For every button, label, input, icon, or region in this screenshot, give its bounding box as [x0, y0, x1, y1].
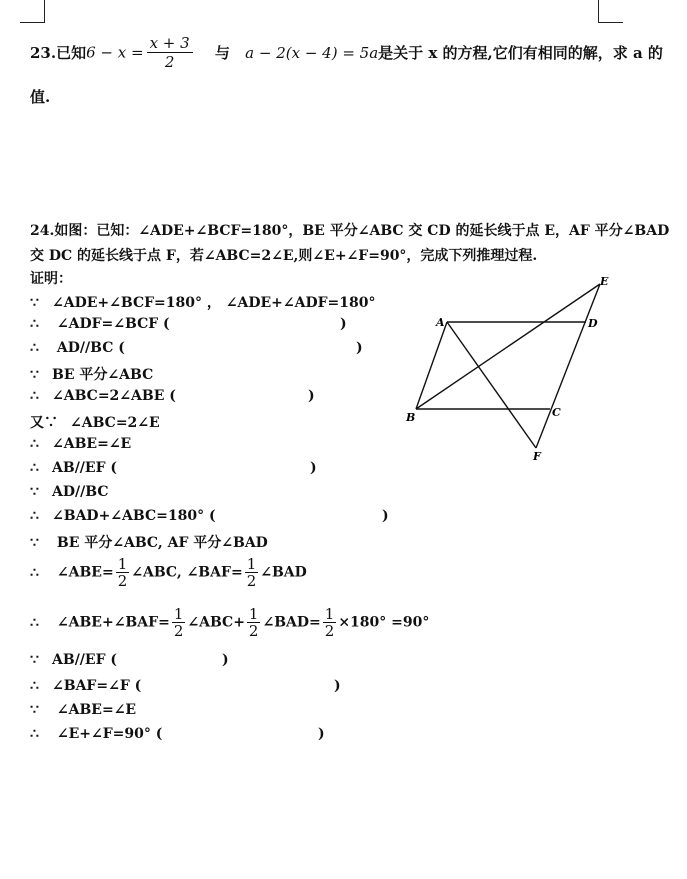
- corner-mark-left-v: [44, 0, 45, 22]
- proof-line: ∵ ∠ADE+∠BCF=180° ， ∠ADE+∠ADF=180°: [30, 295, 376, 311]
- label-d: D: [588, 317, 598, 330]
- proof-rparen: ): [222, 652, 229, 668]
- proof-line: ∴ ∠ADF=∠BCF (: [30, 316, 170, 332]
- proof-rparen: ): [356, 340, 363, 356]
- proof-line: ∴ ∠BAD+∠ABC=180° (: [30, 508, 216, 524]
- proof-rparen: ): [308, 388, 315, 404]
- q23-line2: 值.: [30, 88, 51, 106]
- segment-be: [416, 284, 600, 409]
- label-a: A: [436, 316, 445, 329]
- label-f: F: [533, 450, 541, 463]
- corner-mark-right-h: [598, 22, 623, 23]
- corner-mark-left-h: [20, 22, 45, 23]
- question-23: [30, 34, 663, 71]
- proof-line: ∵ BE 平分∠ABC: [30, 367, 154, 383]
- q23-frac-num: x + 3: [147, 34, 193, 53]
- q23-label: 23.已知: [30, 44, 87, 62]
- proof-rparen: ): [382, 508, 389, 524]
- proof-rparen: ): [310, 460, 317, 476]
- q24-line2: 交 DC 的延长线于点 F，若∠ABC=2∠E,则∠E+∠F=90°，完成下列推理过程.: [30, 248, 538, 264]
- label-e: E: [600, 275, 609, 288]
- segment-ab: [416, 322, 447, 409]
- proof-line: ∴ ∠E+∠F=90° (: [30, 726, 163, 742]
- proof-line: 又∵ ∠ABC=2∠E: [30, 415, 160, 431]
- proof-line: ∵ BE 平分∠ABC, AF 平分∠BAD: [30, 535, 268, 551]
- q23-conj: 与: [214, 44, 230, 62]
- proof-title: 证明：: [30, 271, 72, 287]
- label-b: B: [406, 411, 416, 424]
- q24-line1: 24.如图：已知：∠ADE+∠BCF=180°，BE 平分∠ABC 交 CD 的延长线于点 E，AF 平分∠BAD: [30, 223, 670, 239]
- proof-line: ∵ ∠ABE=∠E: [30, 702, 137, 718]
- segment-af: [447, 322, 536, 448]
- proof-line: ∴ ∠ABC=2∠ABE (: [30, 388, 176, 404]
- proof-line: ∴ ∠ABE=∠E: [30, 436, 132, 452]
- q23-fraction: [147, 34, 193, 71]
- q23-lhs: 6 − x =: [86, 43, 144, 62]
- proof-line: ∴ AD//BC (: [30, 340, 125, 356]
- segment-ef: [536, 284, 600, 448]
- proof-half-line: ∴ ∠ABE= $\frac{1}{2}$ ∠ABC, ∠BAF= $\frac{1}{2}$ ∠BAD: [30, 555, 307, 590]
- q23-tail: 是关于 x 的方程,它们有相同的解，求 a 的: [378, 44, 663, 62]
- proof-line: ∴ ∠BAF=∠F (: [30, 678, 142, 694]
- q23-frac-den: 2: [164, 53, 175, 71]
- q23-eq2: a − 2(x − 4) = 5a: [245, 43, 379, 62]
- proof-rparen: ): [340, 316, 347, 332]
- proof-line: ∵ AD//BC: [30, 484, 109, 500]
- proof-rparen: ): [318, 726, 325, 742]
- geometry-figure: [400, 270, 620, 470]
- proof-line: ∵ AB//EF (: [30, 652, 118, 668]
- proof-rparen: ): [334, 678, 341, 694]
- corner-mark-right-v: [598, 0, 599, 22]
- proof-sum-line: ∴ ∠ABE+∠BAF= $\frac{1}{2}$ ∠ABC+ $\frac{1}{2}$ ∠BAD= $\frac{1}{2}$ ×180° =90°: [30, 605, 430, 640]
- proof-line: ∴ AB//EF (: [30, 460, 118, 476]
- label-c: C: [552, 406, 561, 419]
